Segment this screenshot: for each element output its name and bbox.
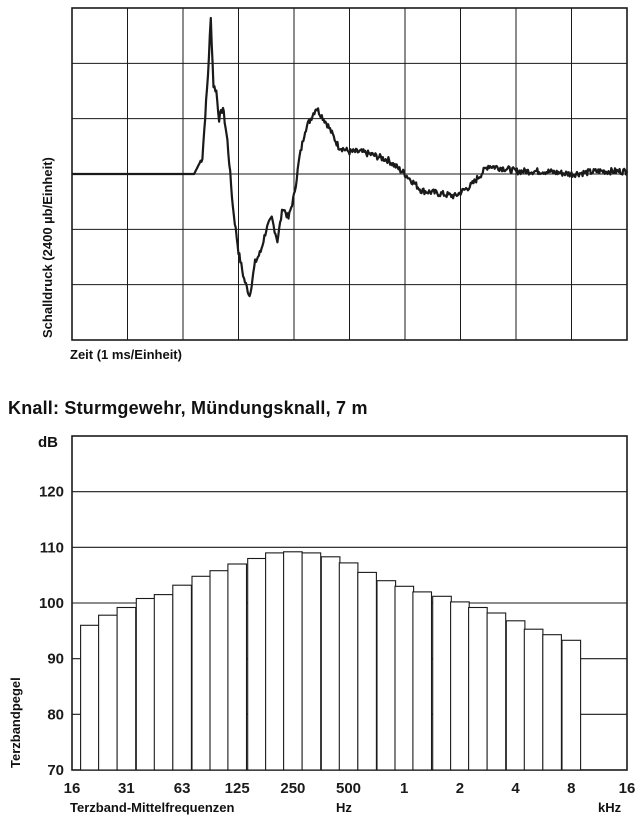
bar-x-tick-label: 125 [224,780,250,797]
bar-x-tick-label: 250 [280,780,306,797]
terzband-bar [562,640,581,770]
terzband-bar [451,602,470,770]
bar-x-tick-label: 8 [567,780,576,797]
terzband-bar [358,572,377,770]
terzband-bar [99,615,118,770]
terzband-bar [506,621,525,770]
terzband-bar [321,557,340,770]
terzband-bar [248,559,267,771]
bar-x-tick-label: 1 [400,780,409,797]
terzband-bar [136,599,155,771]
oscillogram-x-axis-label: Zeit (1 ms/Einheit) [70,347,182,362]
bar-chart-title: Knall: Sturmgewehr, Mündungsknall, 7 m [8,398,368,418]
terzband-bar [524,629,543,770]
terzband-bar [154,595,173,770]
terzband-bar [487,613,506,770]
bar-y-unit-label: dB [38,434,58,451]
terzband-bar [117,608,136,771]
terzband-bar [210,571,229,770]
terzband-bar [266,553,285,770]
bar-x-tick-label: 16 [63,780,81,797]
bar-x-unit-khz: kHz [598,800,622,815]
terzband-bar [433,596,452,770]
oscillogram-y-axis-label: Schalldruck (2400 µb/Einheit) [40,157,55,338]
terzband-bar [81,625,100,770]
bar-y-tick-label: 110 [39,539,64,557]
terzband-bar [284,552,303,770]
terzband-bar [377,581,396,770]
terzband-bar [543,635,562,770]
terzband-bar [339,563,358,770]
bar-x-tick-label: 2 [455,780,465,797]
terzband-bar [173,585,192,770]
terzband-bar [228,564,247,770]
bar-y-tick-label: 80 [47,706,64,724]
bar-y-tick-label: 90 [47,650,64,668]
terzband-bar [469,608,488,771]
terzband-bar [413,592,432,770]
bar-x-unit-hz: Hz [336,800,352,815]
bar-y-tick-label: 120 [38,483,64,501]
terzband-bar [192,576,211,770]
bar-x-tick-label: 16 [618,780,636,797]
bar-x-axis-label: Terzband-Mittelfrequenzen [70,800,235,815]
bar-x-tick-label: 63 [173,780,191,797]
bar-x-tick-label: 4 [511,780,520,797]
bar-y-tick-label: 70 [47,762,64,779]
terzband-bar [395,586,414,770]
bar-x-tick-label: 500 [335,780,362,797]
bar-y-tick-label: 100 [38,595,64,612]
terzband-bar [302,553,321,770]
bar-y-axis-label: Terzbandpegel [8,677,23,768]
bar-x-tick-label: 31 [118,780,135,797]
